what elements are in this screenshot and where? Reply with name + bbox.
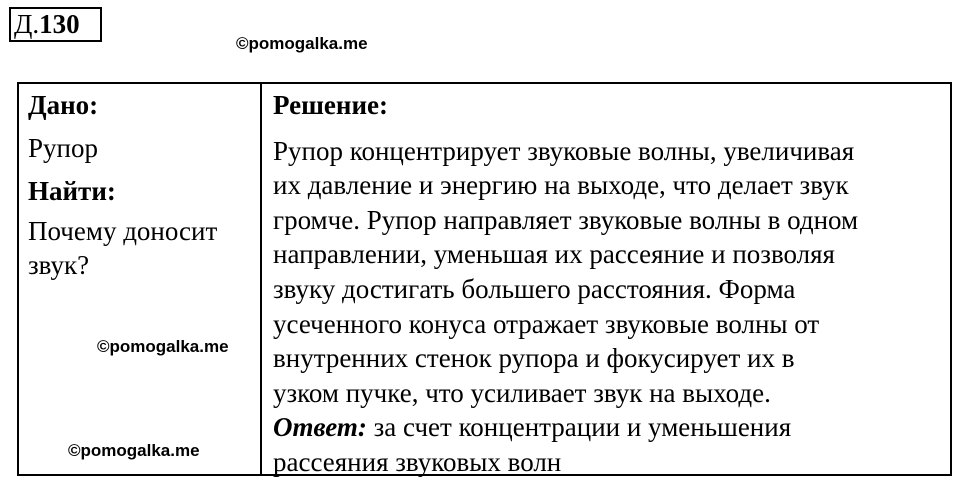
answer-label: Ответ: bbox=[273, 412, 367, 443]
problem-label bbox=[9, 7, 102, 42]
watermark-bottom: ©pomogalka.me bbox=[68, 441, 200, 460]
find-heading: Найти: bbox=[28, 176, 116, 206]
given-value: Рупор bbox=[28, 133, 98, 163]
answer-text: за счет концентрации и уменьшения bbox=[366, 412, 792, 443]
solution-line: Рупор концентрирует звуковые волны, увеличивая bbox=[273, 135, 855, 166]
solution-column bbox=[273, 88, 949, 480]
answer-line bbox=[273, 410, 949, 445]
find-line: Почему доносит bbox=[28, 216, 218, 246]
solution-line: звуку достигать большего расстояния. Форма bbox=[273, 273, 796, 304]
solution-heading: Решение: bbox=[273, 90, 388, 120]
watermark-top: ©pomogalka.me bbox=[236, 34, 368, 53]
solution-line: громче. Рупор направляет звуковые волны в одном bbox=[273, 204, 859, 235]
given-column bbox=[28, 88, 256, 282]
find-question bbox=[28, 214, 256, 282]
solution-line: усеченного конуса отражает звуковые волны от bbox=[273, 308, 820, 339]
column-divider bbox=[260, 84, 262, 474]
solution-line: их давление и энергию на выходе, что делает звук bbox=[273, 170, 849, 201]
solution-line: внутренних стенок рупора и фокусирует их в bbox=[273, 343, 795, 374]
solution-text bbox=[273, 134, 949, 480]
problem-number: 130 bbox=[39, 9, 80, 39]
given-heading: Дано: bbox=[28, 90, 99, 120]
solution-line: узком пучке, что усиливает звук на выходе. bbox=[273, 377, 771, 408]
solution-table bbox=[17, 82, 952, 476]
answer-line-2: рассеяния звуковых волн bbox=[273, 446, 562, 477]
watermark-middle: ©pomogalka.me bbox=[97, 337, 229, 356]
find-line: звук? bbox=[28, 250, 90, 280]
solution-line: направлении, уменьшая их рассеяние и позволяя bbox=[273, 239, 835, 270]
problem-prefix: Д. bbox=[14, 9, 40, 39]
